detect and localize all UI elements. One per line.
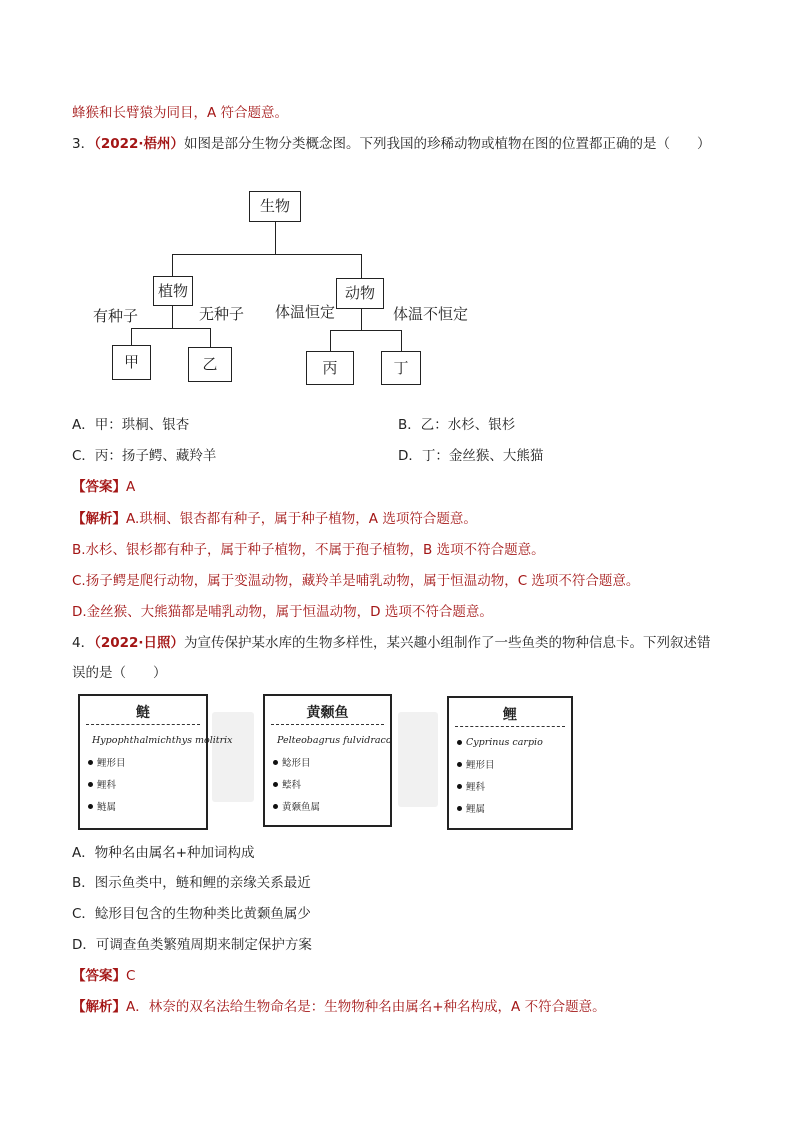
card-row-text: 鲤形目 [466, 760, 495, 771]
node-plant: 植物 [153, 276, 193, 306]
card-divider [86, 724, 200, 725]
node-jia: 甲 [112, 345, 151, 380]
card-row [457, 801, 571, 815]
bullet-icon [457, 806, 462, 811]
label-constant-temp: 体温恒定 [275, 303, 336, 321]
question-text: 为宣传保护某水库的生物多样性，某兴趣小组制作了一些鱼类的物种信息卡。下列叙述错 [184, 635, 711, 651]
answer-tag: 【答案】 [72, 479, 126, 495]
question-text: 误的是（ ） [72, 665, 167, 681]
bullet-icon [457, 762, 462, 767]
connector [172, 254, 361, 255]
intro-line: 蜂猴和长臂猿为同目，A 符合题意。 [72, 105, 289, 121]
connector [210, 328, 211, 347]
card-row-text: 鲿科 [282, 780, 302, 791]
node-organism: 生物 [249, 191, 301, 222]
scan-smudge [212, 712, 254, 802]
connector [172, 306, 173, 328]
card-divider [455, 726, 565, 727]
analysis-line: B.水杉、银杉都有种子，属于种子植物，不属于孢子植物，B 选项不符合题意。 [72, 542, 545, 558]
card-row [88, 799, 206, 813]
card-title: 鲤 [503, 707, 517, 723]
option-b: B．乙：水杉、银杉 [398, 417, 516, 433]
analysis-line [72, 509, 477, 529]
question-number: 3． [72, 136, 95, 152]
connector [361, 309, 362, 330]
bullet-icon [88, 782, 93, 787]
connector [131, 328, 132, 345]
card-row-text: Hypophthalmichthys molitrix [92, 734, 233, 746]
option-d: D．丁：金丝猴、大熊猫 [398, 448, 544, 464]
card-row [88, 733, 233, 747]
label-no-seed: 无种子 [199, 305, 245, 323]
option-c: C．丙：扬子鳄、藏羚羊 [72, 448, 217, 464]
answer-value: A [126, 479, 136, 495]
card-row [457, 779, 571, 793]
answer-line [72, 966, 135, 986]
species-card [447, 696, 573, 830]
bullet-icon [457, 740, 462, 745]
option-a: A．物种名由属名+种加词构成 [72, 845, 255, 861]
card-row [273, 733, 390, 747]
question-4-stem [72, 633, 711, 653]
card-divider [271, 724, 384, 725]
scan-smudge [398, 712, 438, 807]
question-text: 如图是部分生物分类概念图。下列我国的珍稀动物或植物在图的位置都正确的是（ ） [184, 136, 711, 152]
card-row-text: 黄颡鱼属 [282, 802, 321, 813]
card-title: 黄颡鱼 [306, 705, 349, 721]
node-bing: 丙 [306, 351, 354, 385]
question-source: （2022·日照） [94, 635, 185, 651]
card-row-text: 鲤形目 [97, 758, 126, 769]
card-row [88, 777, 206, 791]
bullet-icon [273, 760, 278, 765]
question-3-stem [72, 134, 711, 154]
connector [275, 222, 276, 254]
card-row [273, 799, 390, 813]
analysis-line [72, 997, 606, 1017]
card-row-text: 鲶形目 [282, 758, 311, 769]
node-ding: 丁 [381, 351, 421, 385]
answer-line [72, 477, 135, 497]
option-c: C．鲶形目包含的生物种类比黄颡鱼属少 [72, 906, 311, 922]
card-row-text: 鲤科 [97, 780, 117, 791]
connector [361, 254, 362, 278]
connector [330, 330, 401, 331]
analysis-line: D.金丝猴、大熊猫都是哺乳动物，属于恒温动物，D 选项不符合题意。 [72, 604, 493, 620]
option-d: D．可调查鱼类繁殖周期来制定保护方案 [72, 937, 312, 953]
bullet-icon [273, 782, 278, 787]
card-title: 鲢 [136, 705, 150, 721]
analysis-tag: 【解析】 [72, 999, 126, 1015]
card-row-text: 鲢属 [97, 802, 117, 813]
label-variable-temp: 体温不恒定 [393, 305, 469, 323]
option-a: A．甲：珙桐、银杏 [72, 417, 190, 433]
connector [131, 328, 210, 329]
connector [172, 254, 173, 276]
analysis-text: A．林奈的双名法给生物命名是：生物物种名由属名+种名构成，A 不符合题意。 [126, 999, 606, 1015]
card-row [457, 757, 571, 771]
node-animal: 动物 [336, 278, 384, 309]
card-row [273, 777, 390, 791]
card-row-text: Cyprinus carpio [466, 736, 543, 748]
answer-value: C [126, 968, 136, 984]
analysis-tag: 【解析】 [72, 511, 126, 527]
question-source: （2022·梧州） [94, 136, 185, 152]
analysis-line: C.扬子鳄是爬行动物，属于变温动物，藏羚羊是哺乳动物，属于恒温动物，C 选项不符合题意。 [72, 573, 640, 589]
card-row-text: 鲤科 [466, 782, 486, 793]
bullet-icon [273, 804, 278, 809]
bullet-icon [457, 784, 462, 789]
connector [330, 330, 331, 351]
species-card [78, 694, 233, 830]
analysis-text: A.珙桐、银杏都有种子，属于种子植物，A 选项符合题意。 [126, 511, 477, 527]
card-row-text: 鲤属 [466, 804, 486, 815]
bullet-icon [88, 760, 93, 765]
card-row [273, 755, 390, 769]
card-row-text: Pelteobagrus fulvidraco [277, 734, 392, 746]
answer-tag: 【答案】 [72, 968, 126, 984]
connector [401, 330, 402, 351]
bullet-icon [88, 804, 93, 809]
question-number: 4． [72, 635, 95, 651]
card-row [457, 735, 571, 749]
option-b: B．图示鱼类中，鲢和鲤的亲缘关系最近 [72, 875, 311, 891]
card-row [88, 755, 206, 769]
node-yi: 乙 [188, 347, 232, 382]
species-card [263, 694, 392, 827]
label-has-seed: 有种子 [93, 307, 139, 325]
